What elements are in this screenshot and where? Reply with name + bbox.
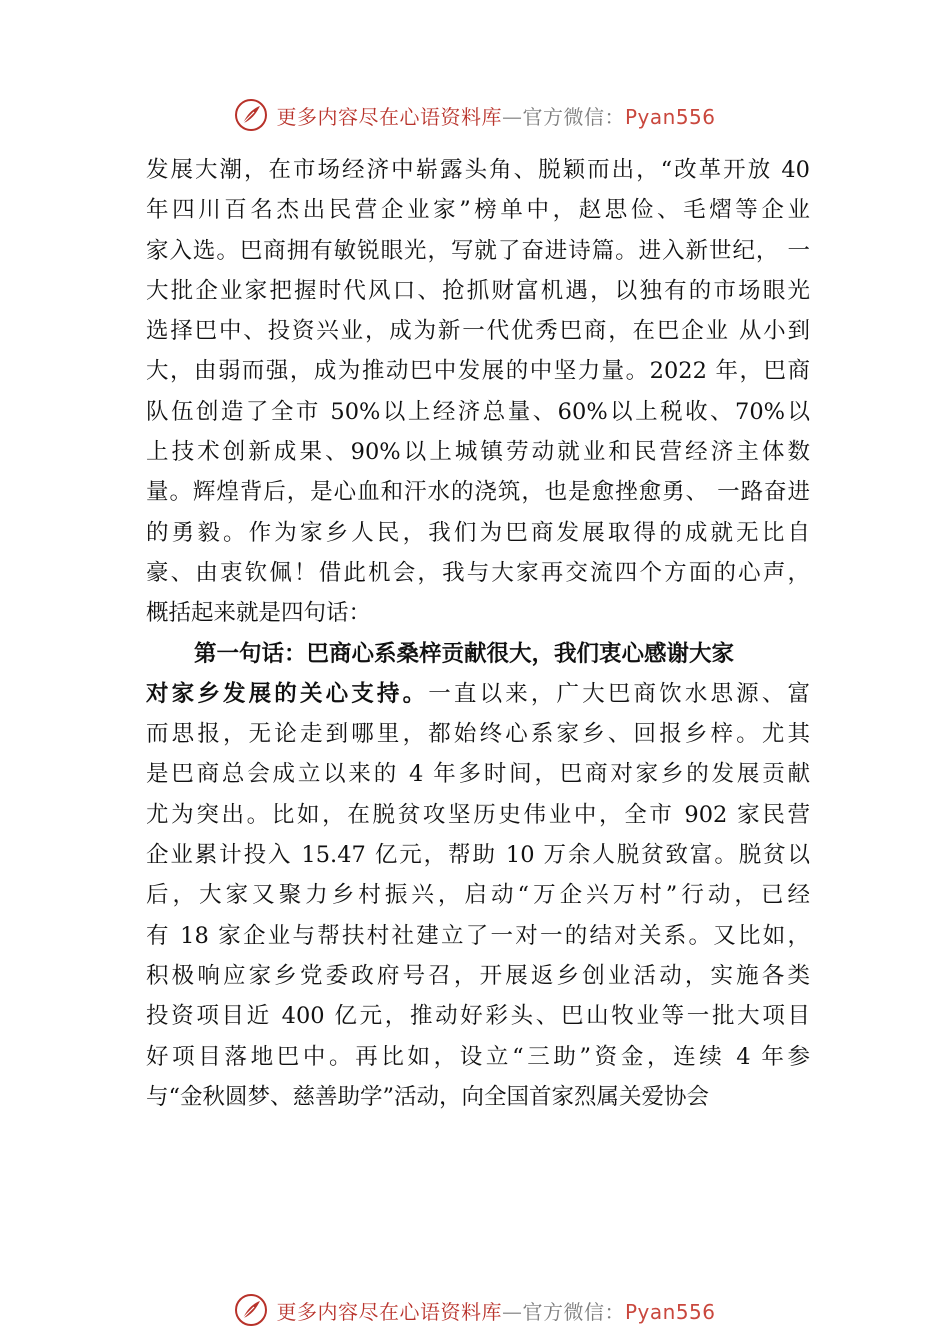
text-line: 概括起来就是四句话： [146,600,372,627]
text-span: 一直以来，广大巴商饮水思源、富 [428,680,810,707]
text-line: 豪、由衷钦佩！借此机会，我与大家再交流四个方面的心声， [146,559,810,586]
text-line: 投资项目近 400 亿元，推动好彩头、巴山牧业等一批大项目 [146,1003,810,1030]
text-line: 选择巴中、投资兴业，成为新一代优秀巴商，在巴企业 从小到 [146,318,810,345]
paragraph-1 [146,150,810,634]
text-line: 尤为突出。比如，在脱贫攻坚历史伟业中，全市 902 家民营 [146,801,810,828]
text-line: 有 18 家企业与帮扶村社建立了一对一的结对关系。又比如， [146,922,810,949]
watermark-text: 更多内容尽在心语资料库—官方微信：Pyan556 [276,1299,716,1324]
feather-pen-logo-icon [234,98,268,132]
document-body [146,150,810,1117]
section-heading-continued: 对家乡发展的关心支持。 [146,680,429,707]
text-line: 上技术创新成果、90%以上城镇劳动就业和民营经济主体数 [146,439,810,466]
section-heading: 第一句话：巴商心系桑梓贡献很大，我们衷心感谢大家 [194,640,735,667]
text-line: 大批企业家把握时代风口、抢抓财富机遇，以独有的市场眼光 [146,277,810,304]
text-line: 后，大家又聚力乡村振兴，启动“万企兴万村”行动，已经 [146,882,810,909]
watermark-text: 更多内容尽在心语资料库—官方微信：Pyan556 [276,104,716,129]
text-line: 年四川百名杰出民营企业家”榜单中，赵思俭、毛熠等企业 [146,197,810,224]
text-line [146,674,810,714]
text-line: 与“金秋圆梦、慈善助学”活动，向全国首家烈属关爱协会 [146,1083,710,1110]
text-line: 是巴商总会成立以来的 4 年多时间，巴商对家乡的发展贡献 [146,761,810,788]
header-watermark [0,95,950,135]
text-line: 的勇毅。作为家乡人民，我们为巴商发展取得的成就无比自 [146,519,810,546]
text-line: 发展大潮，在市场经济中崭露头角、脱颖而出，“改革开放 40 [146,157,810,183]
footer-watermark [0,1290,950,1330]
text-line: 企业累计投入 15.47 亿元，帮助 10 万余人脱贫致富。脱贫以 [146,842,810,869]
text-line: 而思报，无论走到哪里，都始终心系家乡、回报乡梓。尤其 [146,721,810,748]
text-line: 队伍创造了全市 50%以上经济总量、60%以上税收、70%以 [146,398,810,425]
feather-pen-logo-icon [234,1293,268,1327]
text-line: 量。辉煌背后，是心血和汗水的浇筑，也是愈挫愈勇、 一路奋进 [146,479,810,506]
text-line: 积极响应家乡党委政府号召，开展返乡创业活动，实施各类 [146,962,810,989]
paragraph-2 [146,634,810,1118]
text-line: 大，由弱而强，成为推动巴中发展的中坚力量。2022 年，巴商 [146,358,810,385]
text-line: 家入选。巴商拥有敏锐眼光，写就了奋进诗篇。进入新世纪， 一 [146,237,810,264]
text-line: 好项目落地巴中。再比如，设立“三助”资金，连续 4 年参 [146,1043,810,1070]
